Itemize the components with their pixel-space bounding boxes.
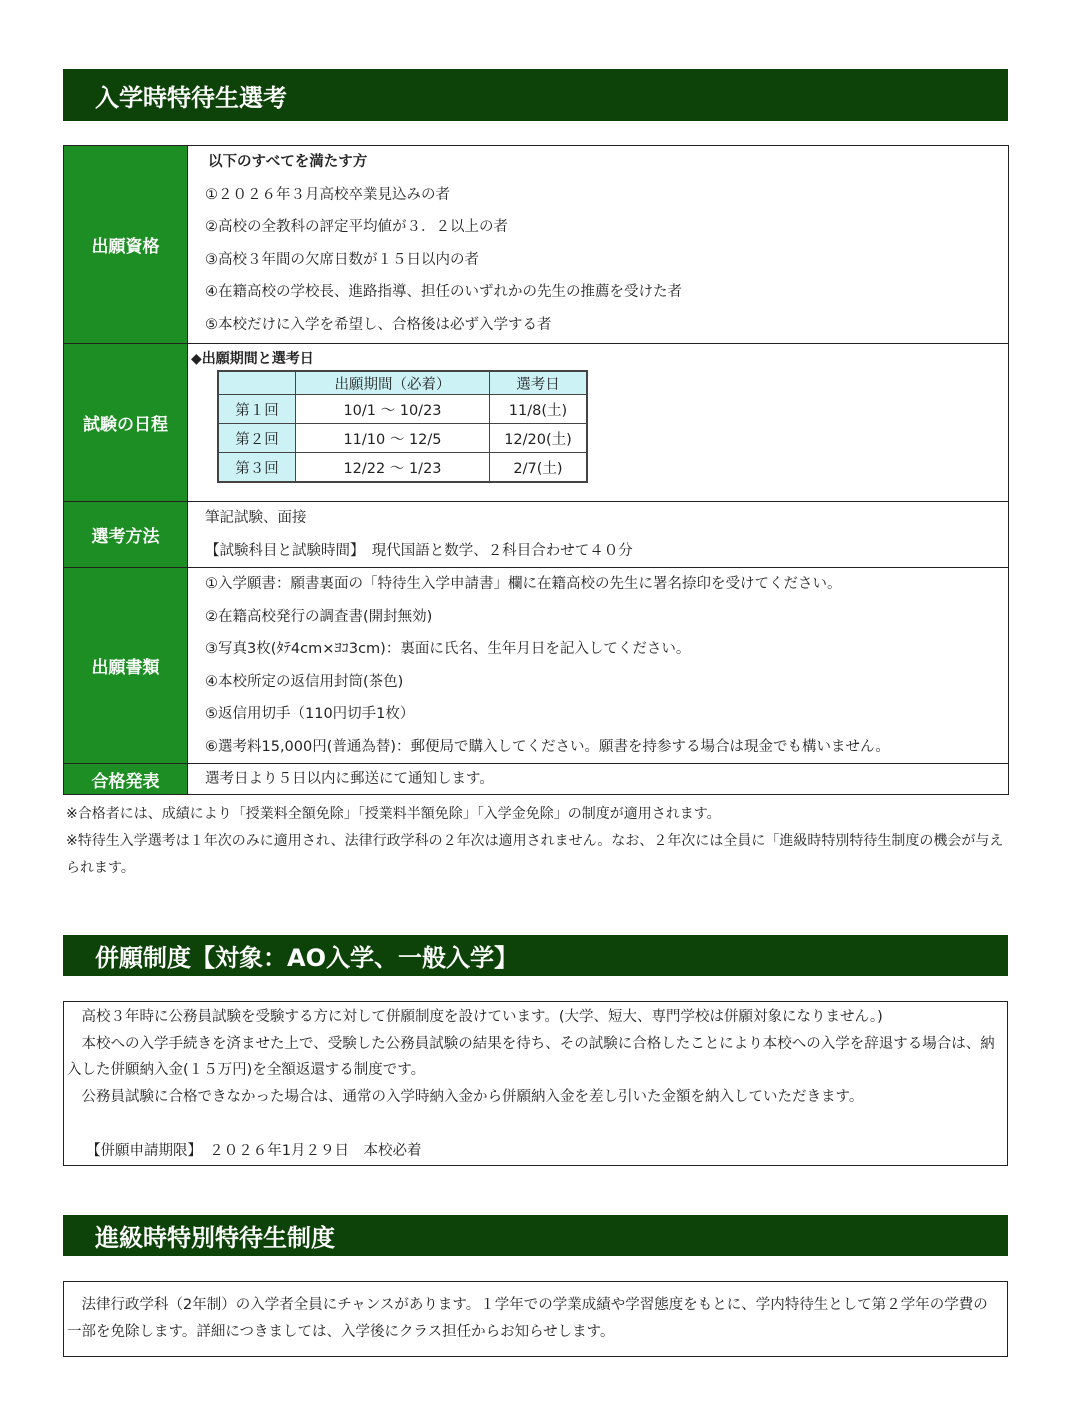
schedule-period: 11/10 ～ 12/5 <box>296 424 490 453</box>
section-title-scholarship <box>63 69 1008 121</box>
eligibility-item: ⑤本校だけに入学を希望し、合格後は必ず入学する者 <box>205 316 552 333</box>
label-schedule: 試験の日程 <box>64 344 188 502</box>
schedule-header-cell: 出願期間（必着） <box>296 371 490 395</box>
schedule-date: 12/20(土) <box>490 424 588 453</box>
schedule-header-cell <box>218 371 296 395</box>
schedule-header-row <box>218 371 587 395</box>
concurrent-paragraph: 高校３年時に公務員試験を受験する方に対して併願制度を設けています。(大学、短大、専門学校は併願対象になりません。) <box>81 1009 883 1025</box>
schedule-subtitle: ◆出願期間と選考日 <box>191 351 314 367</box>
document-item: ⑤返信用切手（110円切手1枚） <box>205 706 415 722</box>
promotion-box <box>63 1281 1008 1357</box>
promotion-paragraph: 法律行政学科（2年制）の入学者全員にチャンスがあります。１学年での学業成績や学習態度をもとに、学内特待生として第２学年の学費の一部を免除します。詳細につきましては、入学後にクラス担任からお知らせします。 <box>67 1297 988 1340</box>
document-item: ③写真3枚(ﾀﾃ4cm×ﾖｺ3cm)：裏面に氏名、生年月日を記入してください。 <box>205 641 691 657</box>
schedule-date: 11/8(土) <box>490 395 588 424</box>
concurrent-paragraph: 公務員試験に合格できなかった場合は、通常の入学時納入金から併願納入金を差し引いた金額を納入していただきます。 <box>81 1088 864 1105</box>
document-item: ⑥選考料15,000円(普通為替)：郵便局で購入してください。願書を持参する場合は現金でも構いません。 <box>205 738 890 755</box>
label-announcement: 合格発表 <box>64 764 188 795</box>
row-schedule <box>64 344 1009 502</box>
schedule-row <box>218 424 587 453</box>
schedule-round: 第２回 <box>218 424 296 453</box>
row-method <box>64 502 1009 568</box>
method-line: 筆記試験、面接 <box>205 510 307 526</box>
schedule-round: 第３回 <box>218 453 296 483</box>
eligibility-item: ④在籍高校の学校長、進路指導、担任のいずれかの先生の推薦を受けた者 <box>205 284 682 300</box>
label-documents: 出願書類 <box>64 568 188 764</box>
section-title-text: 併願制度【対象：AO入学、一般入学】 <box>95 944 518 972</box>
concurrent-box <box>63 1001 1008 1166</box>
section-title-text: 入学時特待生選考 <box>95 83 287 112</box>
schedule-period: 10/1 ～ 10/23 <box>296 395 490 424</box>
scholarship-notes <box>66 801 1006 882</box>
eligibility-intro: 以下のすべてを満たす方 <box>208 154 368 170</box>
concurrent-paragraph: 本校への入学手続きを済ませた上で、受験した公務員試験の結果を待ち、その試験に合格したことにより本校への入学を辞退する場合は、納入した併願納入金(１５万円)を全額返還する制度です。 <box>67 1035 995 1078</box>
schedule-row <box>218 453 587 483</box>
document-item: ④本校所定の返信用封筒(茶色) <box>205 673 404 690</box>
schedule-date: 2/7(土) <box>490 453 588 483</box>
section-title-concurrent <box>63 935 1008 976</box>
schedule-row <box>218 395 587 424</box>
schedule-table <box>217 370 588 483</box>
schedule-round: 第１回 <box>218 395 296 424</box>
eligibility-item: ①２０２６年３月高校卒業見込みの者 <box>205 186 450 203</box>
eligibility-item: ②高校の全教科の評定平均値が３．２以上の者 <box>205 219 508 235</box>
note-line: ※合格者には、成績により「授業料全額免除」「授業料半額免除」「入学金免除」の制度が適用されます。 <box>66 806 721 822</box>
row-announcement <box>64 764 1009 795</box>
row-eligibility <box>64 146 1009 344</box>
scholarship-table <box>63 145 1009 795</box>
method-line: 【試験科目と試験時間】 現代国語と数学、２科目合わせて４０分 <box>205 542 633 559</box>
schedule-header-cell: 選考日 <box>490 371 588 395</box>
section-title-text: 進級時特別特待生制度 <box>95 1224 335 1252</box>
announcement-line: 選考日より５日以内に郵送にて通知します。 <box>205 771 494 787</box>
row-documents <box>64 568 1009 764</box>
note-line: ※特待生入学選考は１年次のみに適用され、法律行政学科の２年次は適用されません。なお、２年次には全員に「進級時特別特待生制度の機会が与えられます。 <box>66 833 1004 876</box>
document-item: ②在籍高校発行の調査書(開封無効) <box>205 608 433 625</box>
label-method: 選考方法 <box>64 502 188 568</box>
concurrent-deadline: 【併願申請期限】 ２０２６年1月２９日 本校必着 <box>86 1143 422 1159</box>
schedule-period: 12/22 ～ 1/23 <box>296 453 490 483</box>
document-item: ①入学願書：願書裏面の「特待生入学申請書」欄に在籍高校の先生に署名捺印を受けてください。 <box>205 576 842 592</box>
section-title-promotion <box>63 1215 1008 1256</box>
label-eligibility: 出願資格 <box>64 146 188 344</box>
eligibility-item: ③高校３年間の欠席日数が１５日以内の者 <box>205 251 479 268</box>
